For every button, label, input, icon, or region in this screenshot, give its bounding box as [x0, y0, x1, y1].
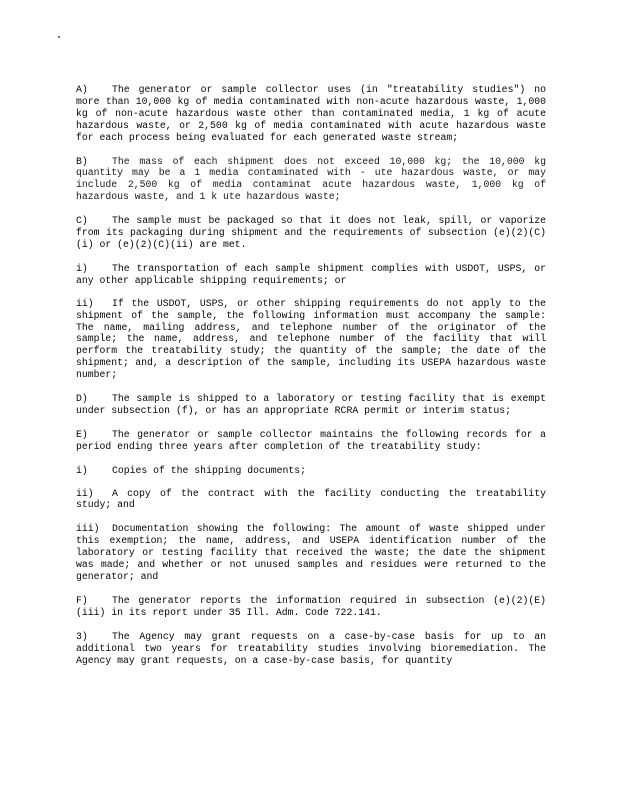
paragraph-d	[76, 393, 546, 417]
paragraph-label: A)	[76, 84, 88, 95]
paragraph-e-iii	[76, 523, 546, 583]
paragraph-label: D)	[76, 393, 88, 405]
paragraph-text: A copy of the contract with the facility conducting the treatability study; and	[76, 487, 546, 511]
paragraph-c-i	[76, 263, 546, 287]
paragraph-label: ii)	[76, 297, 94, 309]
paragraph-a	[76, 84, 546, 144]
paragraph-text: The sample must be packaged so that it does not leak, spill, or vaporize from its packaging during shipment and the requirements of subsection (e)(2)(C)(i) or (e)(2)(C)(ii) are met.	[76, 215, 546, 250]
paragraph-label: ii)	[76, 487, 94, 499]
paragraph-3	[76, 631, 546, 667]
paragraph-label: iii)	[76, 523, 100, 535]
paragraph-f	[76, 595, 546, 619]
paragraph-text: The generator reports the information required in subsection (e)(2)(E)(iii) in its report under 35 Ill. Adm. Code 722.141.	[76, 594, 546, 618]
paragraph-c	[76, 215, 546, 251]
paragraph-text: If the USDOT, USPS, or other shipping requirements do not apply to the shipment of the sample, the following information must accompany the sample: The name, mailing address, and telephone number of the originator of the sample; the name, address, and telephone number of the facility that will perform the treatability study; the quantity of the sample; the date of the shipment; and, a description of the sample, including its USEPA hazardous waste number;	[76, 297, 546, 381]
paragraph-e-i	[76, 465, 546, 477]
paragraph-label: E)	[76, 428, 88, 440]
paragraph-text: The generator or sample collector uses (in "treatability studies") no more than 10,000 kg of media contaminated with non-acute hazardous waste, 1,000 kg of non-acute hazardous waste other than contaminated media, 1 kg of acute hazardous waste, or 2,500 kg of media contaminated with acute hazardous waste for each process being evaluated for each generated waste stream;	[76, 84, 546, 143]
paragraph-c-ii	[76, 298, 546, 381]
paragraph-text: The mass of each shipment does not exceed 10,000 kg; the 10,000 kg quantity may be a 1 media contaminated with - ute hazardous waste, or may include 2,500 kg of media contaminat acute hazardous waste, 1,000 kg of hazardous waste, and 1 k ute hazardous waste;	[76, 155, 546, 203]
paragraph-text: Documentation showing the following: The amount of waste shipped under this exemption; the name, address, and USEPA identification number of the laboratory or testing facility that received the waste; the date the shipment was made; and whether or not unused samples and residues were returned to the generator; and	[76, 523, 546, 582]
paragraph-text: The generator or sample collector maintains the following records for a period ending three years after completion of the treatability study:	[76, 428, 546, 452]
paragraph-label: C)	[76, 215, 88, 227]
paragraph-label: B)	[76, 155, 88, 167]
paragraph-e-ii	[76, 488, 546, 512]
paragraph-b	[76, 156, 546, 204]
paragraph-label: 3)	[76, 630, 88, 642]
paragraph-e	[76, 429, 546, 453]
paragraph-text: Copies of the shipping documents;	[112, 464, 307, 476]
paragraph-label: i)	[76, 262, 88, 274]
paragraph-label: i)	[76, 464, 88, 476]
paragraph-label: F)	[76, 594, 88, 606]
scan-speck	[58, 36, 60, 38]
paragraph-text: The transportation of each sample shipment complies with USDOT, USPS, or any other applicable shipping requirements; or	[76, 262, 546, 286]
paragraph-text: The sample is shipped to a laboratory or testing facility that is exempt under subsection (f), or has an appropriate RCRA permit or interim status;	[76, 393, 546, 416]
document-body	[76, 84, 546, 678]
paragraph-text: The Agency may grant requests on a case-by-case basis for up to an additional two years for treatability studies involving bioremediation. The Agency may grant requests, on a case-by-case basis, for quantity	[76, 630, 546, 666]
